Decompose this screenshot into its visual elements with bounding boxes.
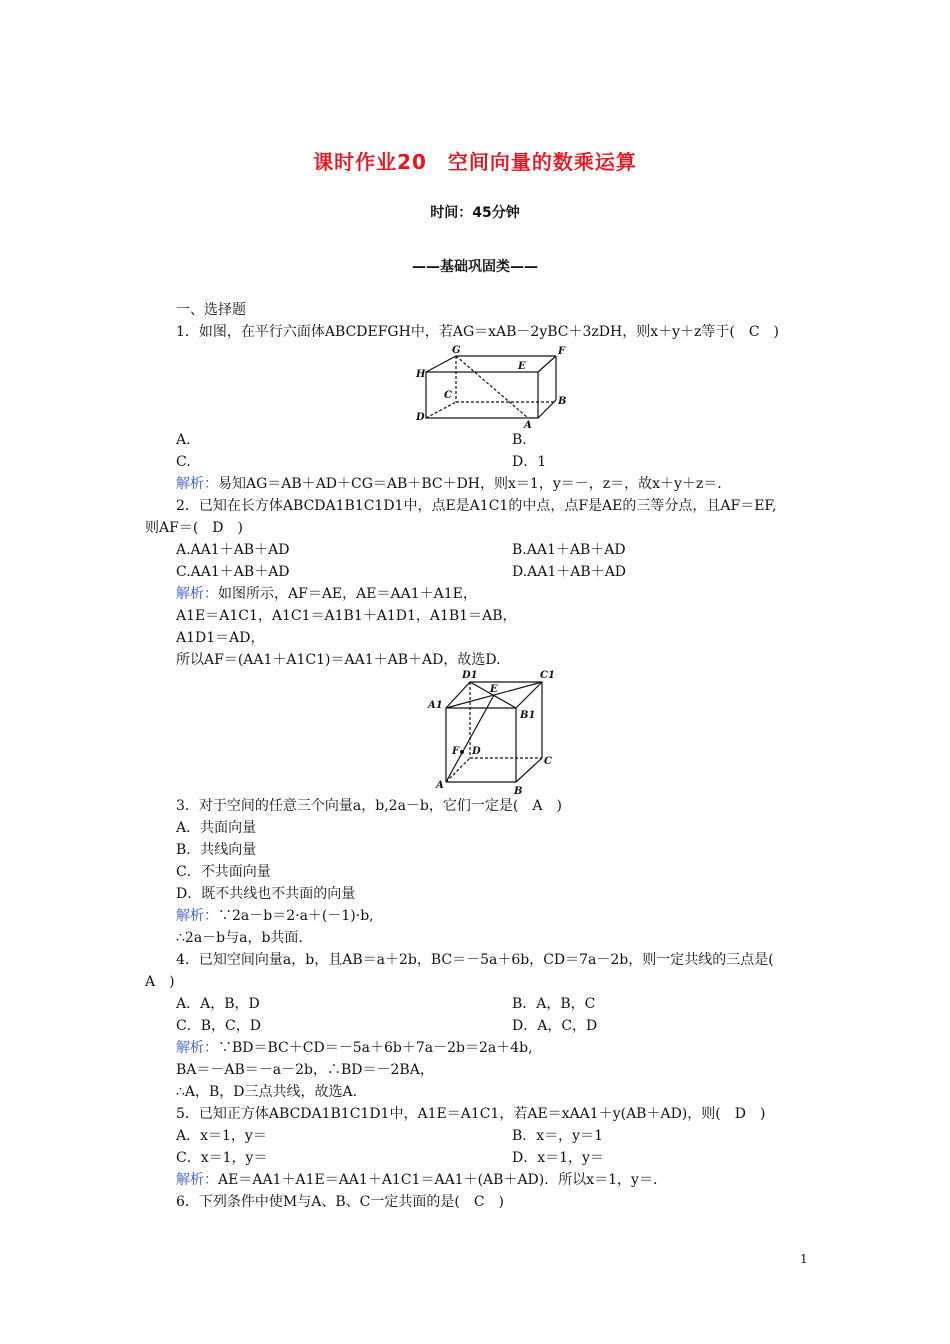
label-A1: A1 [428, 700, 443, 711]
q3-option-b: B．共线向量 [176, 842, 257, 858]
label-C1: C1 [540, 670, 555, 681]
label-A: A [524, 420, 532, 428]
section-heading: ——基础巩固类—— [412, 259, 538, 275]
label-B1: B1 [520, 710, 536, 721]
q2-solution-line2: A1E＝A1C1，A1C1＝A1B1＋A1D1，A1B1＝AB， [176, 608, 517, 624]
solution-text: ∵BD＝BC＋CD＝－5a＋6b＋7a－2b＝2a＋4b, [218, 1040, 533, 1056]
q5-stem: 5．已知正方体ABCDA1B1C1D1中，A1E＝A1C1，若AE＝xAA1＋y(AB＋AD)，则( D ) [176, 1106, 766, 1122]
solution-label: 解析： [176, 908, 218, 924]
q5-solution [176, 1170, 657, 1190]
q4-solution-line2: BA＝－AB＝－a－2b，∴BD＝－2BA， [176, 1062, 434, 1078]
solution-label: 解析： [176, 476, 218, 492]
q2-solution-line3: A1D1＝AD， [176, 630, 265, 646]
part-heading: 一、选择题 [176, 302, 246, 318]
solution-text: AE＝AA1＋A1E＝AA1＋A1C1＝AA1＋(AB＋AD)．所以x＝1，y＝. [218, 1172, 658, 1188]
label-B: B [558, 396, 567, 407]
q5-option-a: A．x＝1，y＝ [176, 1128, 267, 1144]
solution-label: 解析： [176, 586, 218, 602]
q2-solution-line1 [176, 584, 477, 604]
q1-stem: 1．如图，在平行六面体ABCDEFGH中，若AG＝xAB－2yBC＋3zDH，则x＋y＋z等于( C ) [176, 324, 780, 340]
label-F: F [558, 346, 566, 357]
q2-stem-line1: 2．已知在长方体ABCDA1B1C1D1中，点E是A1C1的中点，点F是AE的三等分点，且AF＝EF, [176, 498, 777, 514]
q4-option-c: C．B，C，D [176, 1018, 261, 1034]
solution-label: 解析： [176, 1040, 218, 1056]
q1-option-b: B. [512, 432, 527, 448]
parallelepiped-figure [410, 344, 580, 428]
q3-option-c: C．不共面向量 [176, 864, 271, 880]
q6-stem: 6．下列条件中使M与A、B、C一定共面的是( C ) [176, 1194, 504, 1210]
q2-option-a: A.AA1＋AB＋AD [176, 542, 290, 558]
q3-option-a: A．共面向量 [176, 820, 257, 836]
label-H: H [416, 369, 426, 380]
q4-option-a: A．A，B，D [176, 996, 260, 1012]
q1-option-a: A. [176, 432, 191, 448]
q4-stem-line2: A ) [145, 974, 175, 990]
q4-stem-line1: 4．已知空间向量a，b，且AB＝a＋2b，BC＝－5a＋6b，CD＝7a－2b，则一定共线的三点是( [176, 952, 774, 968]
label-C: C [544, 756, 552, 767]
q3-stem: 3．对于空间的任意三个向量a，b,2a－b，它们一定是( A ) [176, 798, 562, 814]
solution-text: 如图所示，AF＝AE，AE＝AA1＋A1E， [218, 586, 477, 602]
page-title: 课时作业20 空间向量的数乘运算 [313, 150, 637, 174]
label-E: E [518, 361, 526, 372]
label-A: A [436, 780, 444, 791]
label-C: C [444, 390, 452, 401]
q5-option-d: D．x＝1，y＝ [512, 1150, 604, 1166]
q1-option-c: C. [176, 454, 191, 470]
label-G: G [452, 345, 461, 356]
q3-solution-line2: ∴2a－b与a，b共面. [176, 930, 303, 946]
page-number: 1 [800, 1252, 808, 1266]
label-B: B [514, 786, 523, 796]
q1-option-d: D．1 [512, 454, 547, 470]
label-F: F [452, 746, 460, 757]
q5-option-b: B．x＝，y＝1 [512, 1128, 603, 1144]
solution-label: 解析： [176, 1172, 218, 1188]
q2-stem-line2: 则AF＝( D ) [145, 520, 243, 536]
q2-option-d: D.AA1＋AB＋AD [512, 564, 627, 580]
q4-solution-line3: ∴A，B，D三点共线，故选A. [176, 1084, 358, 1100]
q4-option-b: B．A，B，C [512, 996, 596, 1012]
solution-text: 易知AG＝AB＋AD＋CG＝AB＋BC＋DH，则x＝1，y＝－，z＝，故x＋y＋z＝. [218, 476, 722, 492]
q1-solution [176, 474, 722, 494]
label-D: D [416, 412, 425, 423]
cuboid-figure [424, 668, 564, 796]
q4-solution-line1 [176, 1038, 533, 1058]
q2-solution-line4: 所以AF＝(AA1＋A1C1)＝AA1＋AB＋AD，故选D. [176, 652, 501, 668]
label-D1: D1 [462, 670, 478, 681]
label-E: E [490, 684, 498, 695]
q3-solution-line1 [176, 906, 374, 926]
q3-option-d: D．既不共线也不共面的向量 [176, 886, 356, 902]
q4-option-d: D．A，C，D [512, 1018, 598, 1034]
q2-option-c: C.AA1＋AB＋AD [176, 564, 290, 580]
time-limit: 时间：45分钟 [430, 205, 520, 221]
q5-option-c: C．x＝1，y＝ [176, 1150, 268, 1166]
solution-text: ∵2a－b＝2·a＋(－1)·b, [218, 908, 374, 924]
label-D: D [472, 746, 481, 757]
q2-option-b: B.AA1＋AB＋AD [512, 542, 626, 558]
